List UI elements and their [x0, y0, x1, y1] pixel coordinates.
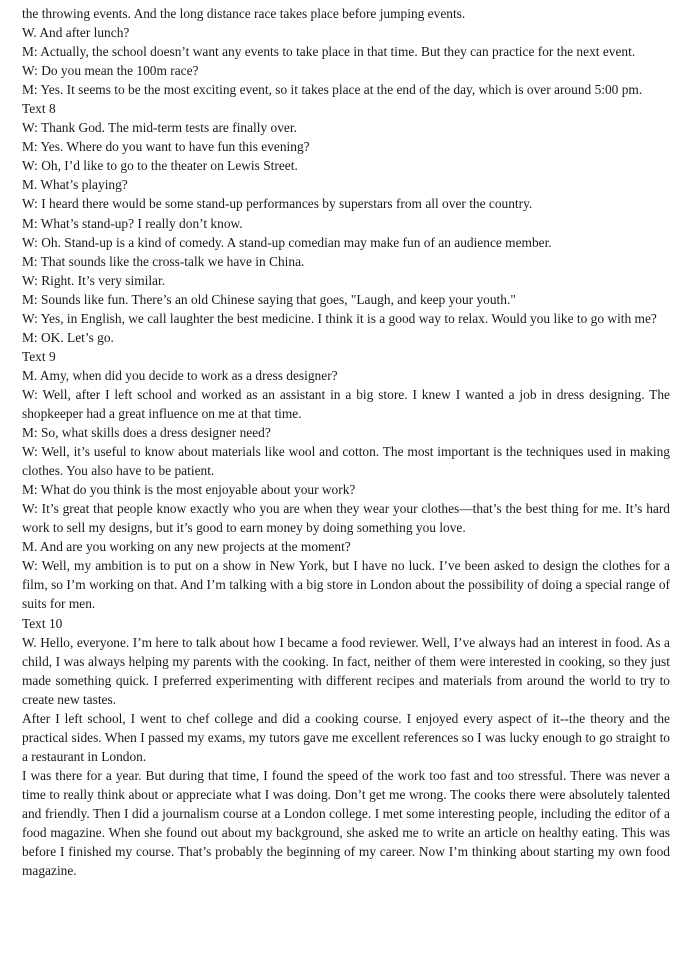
transcript-line: W. And after lunch?	[22, 25, 130, 41]
transcript-paragraph: I was there for a year. But during that time, I found the speed of the work too fast and too stressful. There was never a time to really think about or appreciate what I was doing. Don’t get me wrong. The cooks there were absolutely talented and friendly. Then I did a journalism course at a London college. I met some interesting people, including the editor of a food magazine. When she found out about my background, she asked me to write an article on healthy eating. This was before I finished my course. That’s probably the beginning of my career. Now I’m thinking about starting my own food magazine.	[22, 767, 670, 879]
transcript-line: M: So, what skills does a dress designer need?	[22, 425, 271, 441]
transcript-line: M. What’s playing?	[22, 177, 128, 193]
transcript-line: M: What’s stand-up? I really don’t know.	[22, 215, 243, 231]
transcript-line: M: Actually, the school doesn’t want any events to take place in that time. But they can practice for the next event.	[22, 44, 636, 60]
transcript-line: W: Well, it’s useful to know about materials like wool and cotton. The most important is the techniques used in making clothes. You also have to be patient.	[22, 444, 670, 479]
transcript-line: M. Amy, when did you decide to work as a dress designer?	[22, 367, 338, 383]
transcript-line: M: OK. Let’s go.	[22, 329, 114, 345]
transcript-line: W: Oh, I’d like to go to the theater on Lewis Street.	[22, 158, 298, 174]
transcript-line: M: Yes. It seems to be the most exciting event, so it takes place at the end of the day, which is over around 5:00 pm.	[22, 82, 643, 98]
transcript-line: M: That sounds like the cross-talk we have in China.	[22, 253, 305, 269]
section-heading: Text 10	[22, 615, 63, 631]
transcript-line: W: I heard there would be some stand-up performances by superstars from all over the country.	[22, 196, 533, 212]
transcript-line: W: It’s great that people know exactly who you are when they wear your clothes—that’s the best thing for me. It’s hard work to sell my designs, but it’s good to earn money by doing something you love.	[22, 501, 670, 536]
section-heading: Text 9	[22, 348, 56, 364]
section-heading: Text 8	[22, 101, 56, 117]
transcript-line: M: Sounds like fun. There’s an old Chinese saying that goes, "Laugh, and keep your youth."	[22, 291, 516, 307]
transcript-line: M: What do you think is the most enjoyable about your work?	[22, 482, 356, 498]
transcript-line: W: Right. It’s very similar.	[22, 272, 166, 288]
transcript-line: W: Thank God. The mid-term tests are finally over.	[22, 120, 297, 136]
transcript-line: the throwing events. And the long distance race takes place before jumping events.	[22, 6, 466, 21]
transcript-paragraph: After I left school, I went to chef college and did a cooking course. I enjoyed every aspect of it--the theory and the practical sides. When I passed my exams, my tutors gave me excellent references so I was lucky enough to go straight to a restaurant in London.	[22, 710, 670, 764]
transcript-paragraph: W. Hello, everyone. I’m here to talk about how I became a food reviewer. Well, I’ve always had an interest in food. As a child, I was always helping my parents with the cooking. In fact, neither of them were interested in cooking, so they just made something quick. I preferred experimenting with different recipes and materials from around the world to try to create new tastes.	[22, 634, 670, 707]
transcript-line: W: Well, after I left school and worked as an assistant in a big store. I knew I wanted a job in dress designing. The shopkeeper had a great influence on me at that time.	[22, 386, 670, 421]
transcript-line: W: Do you mean the 100m race?	[22, 63, 199, 79]
transcript-line: W: Yes, in English, we call laughter the best medicine. I think it is a good way to relax. Would you like to go with me?	[22, 310, 657, 326]
transcript-line: W: Well, my ambition is to put on a show in New York, but I have no luck. I’ve been asked to design the clothes for a film, so I’m working on that. And I’m talking with a big store in London about the possibility of doing a special range of suits for men.	[22, 558, 670, 612]
transcript-line: M: Yes. Where do you want to have fun this evening?	[22, 139, 310, 155]
transcript-line: M. And are you working on any new projects at the moment?	[22, 539, 351, 555]
transcript-line: W: Oh. Stand-up is a kind of comedy. A stand-up comedian may make fun of an audience member.	[22, 234, 552, 250]
